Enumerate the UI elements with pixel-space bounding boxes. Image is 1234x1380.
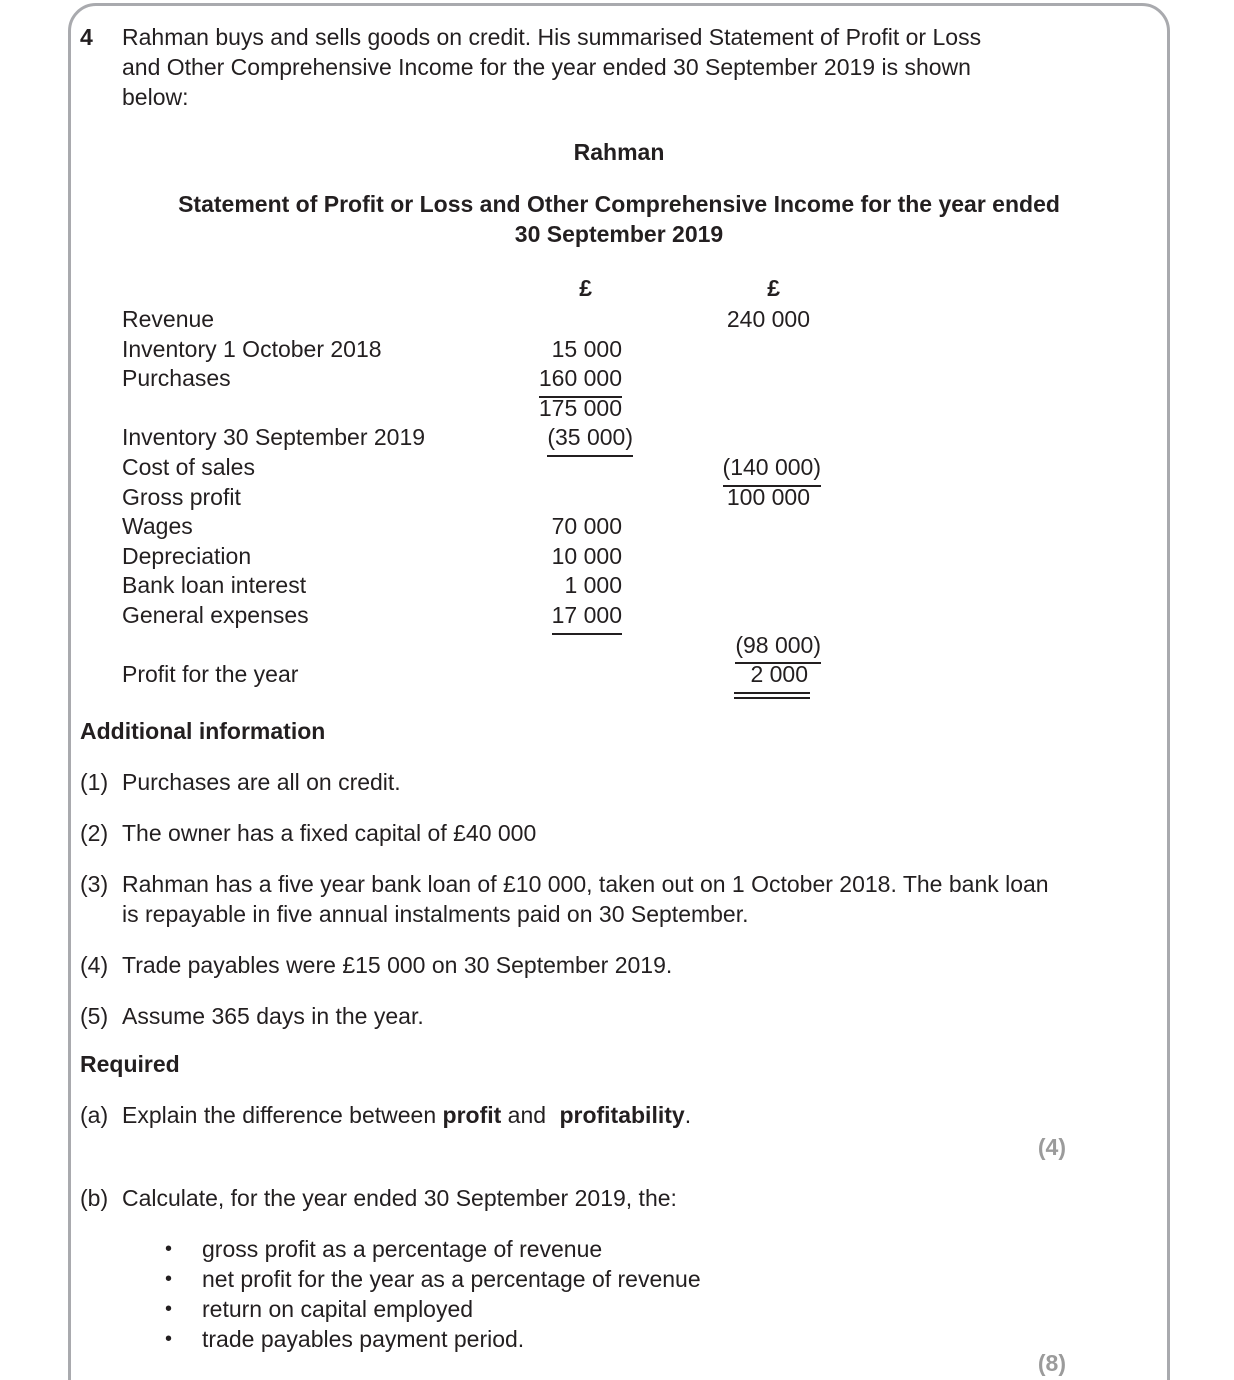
- statement-label: Cost of sales: [122, 453, 255, 480]
- additional-info-item: [80, 767, 1120, 797]
- intro-line: Rahman buys and sells goods on credit. His summarised Statement of Profit or Loss: [122, 24, 982, 50]
- statement-row: [122, 394, 810, 424]
- bullet-icon: •: [165, 1327, 173, 1350]
- question-intro-text: [122, 22, 1120, 112]
- bullet-icon: •: [165, 1267, 173, 1290]
- item-text: Assume 365 days in the year.: [122, 1002, 424, 1029]
- entity-name: Rahman: [573, 139, 665, 165]
- amount-col1: 17 000: [502, 601, 622, 635]
- required-heading: Required: [80, 1050, 180, 1077]
- statement-label: Depreciation: [122, 542, 252, 569]
- bullet-item: [165, 1294, 1120, 1324]
- item-number: (3): [80, 870, 109, 897]
- amount-col1: 70 000: [551, 513, 622, 540]
- additional-info-item: [80, 1001, 1120, 1031]
- statement-title-line2: 30 September 2019: [514, 221, 724, 247]
- bullet-text: net profit for the year as a percentage of revenue: [202, 1265, 701, 1292]
- statement-row: [122, 601, 810, 631]
- additional-info-item: [80, 869, 1120, 929]
- item-text: Rahman has a five year bank loan of £10 000, taken out on 1 October 2018. The bank loan is repayable in five annual instalments paid on 30 September.: [122, 870, 1049, 927]
- statement-label: Purchases: [122, 365, 231, 392]
- statement-label: Inventory 30 September 2019: [122, 424, 426, 451]
- amount-col2: 2 000: [690, 660, 810, 699]
- part-a-text: Explain the difference between profit and profitability.: [122, 1101, 692, 1128]
- question-number: 4: [80, 24, 93, 50]
- statement-row: [122, 423, 810, 453]
- statement-row: [122, 512, 810, 542]
- marks-badge-part-a: (4): [1037, 1133, 1066, 1160]
- question-intro: [80, 22, 1120, 112]
- statement-row: [122, 483, 810, 513]
- statement-label: Gross profit: [122, 483, 241, 510]
- additional-information-heading: Additional information: [80, 717, 326, 744]
- bold-term-profit: profit: [442, 1101, 502, 1128]
- part-letter: (a): [80, 1101, 109, 1128]
- statement-label: Revenue: [122, 306, 215, 332]
- statement-label: Bank loan interest: [122, 572, 307, 599]
- profit-loss-statement: [122, 272, 821, 690]
- additional-info-item: [80, 950, 1120, 980]
- marks-badge-part-b: (8): [1037, 1349, 1066, 1376]
- statement-label: Profit for the year: [122, 661, 299, 688]
- statement-label: Wages: [122, 513, 193, 540]
- item-number: (4): [80, 951, 109, 978]
- amount-col2: (98 000): [690, 631, 810, 665]
- item-text: Purchases are all on credit.: [122, 768, 401, 795]
- bold-term-profitability: profitability: [559, 1101, 685, 1128]
- item-text: Trade payables were £15 000 on 30 September 2019.: [122, 951, 673, 978]
- required-part-a: [80, 1100, 1120, 1130]
- statement-row: [122, 660, 810, 690]
- statement-label: Inventory 1 October 2018: [122, 335, 382, 362]
- statement-title-line1: Statement of Profit or Loss and Other Comprehensive Income for the year ended: [178, 191, 1060, 217]
- statement-header-row: [122, 272, 810, 305]
- statement-row: [122, 364, 810, 394]
- additional-info-item: [80, 818, 1120, 848]
- part-b-bullet-list: [165, 1234, 1120, 1354]
- item-text: The owner has a fixed capital of £40 000: [122, 819, 537, 846]
- bullet-icon: •: [165, 1237, 173, 1260]
- amount-col1: (35 000): [502, 423, 622, 457]
- intro-line: and Other Comprehensive Income for the year ended 30 September 2019 is shown: [122, 54, 971, 80]
- item-number: (1): [80, 768, 109, 795]
- bullet-item: [165, 1264, 1120, 1294]
- amount-col2: (140 000): [690, 453, 810, 487]
- item-number: (5): [80, 1002, 109, 1029]
- amount-col1: 10 000: [551, 542, 622, 569]
- bullet-text: trade payables payment period.: [202, 1325, 525, 1352]
- required-part-b: [80, 1183, 1120, 1213]
- bullet-item: [165, 1234, 1120, 1264]
- statement-row: [122, 571, 810, 601]
- bullet-icon: •: [165, 1297, 173, 1320]
- statement-row: [122, 453, 821, 483]
- statement-row: [122, 542, 810, 572]
- amount-col2: 240 000: [726, 306, 810, 332]
- amount-col1: 160 000: [502, 364, 622, 398]
- statement-row: [122, 335, 810, 365]
- intro-line: below:: [122, 84, 189, 110]
- part-letter: (b): [80, 1184, 109, 1211]
- amount-col1: 1 000: [564, 572, 622, 599]
- currency-header-col1: £: [579, 275, 592, 301]
- item-number: (2): [80, 819, 109, 846]
- part-b-text: Calculate, for the year ended 30 September 2019, the:: [122, 1184, 677, 1211]
- currency-header-col2: £: [767, 275, 780, 301]
- amount-col2: 100 000: [726, 483, 810, 510]
- statement-label: General expenses: [122, 601, 309, 628]
- amount-col1: 175 000: [538, 394, 622, 421]
- statement-row: [122, 305, 810, 335]
- statement-row: [122, 631, 821, 661]
- bullet-text: gross profit as a percentage of revenue: [202, 1235, 603, 1262]
- amount-col1: 15 000: [551, 335, 622, 362]
- bullet-text: return on capital employed: [202, 1295, 474, 1322]
- question-content: [80, 0, 1120, 1378]
